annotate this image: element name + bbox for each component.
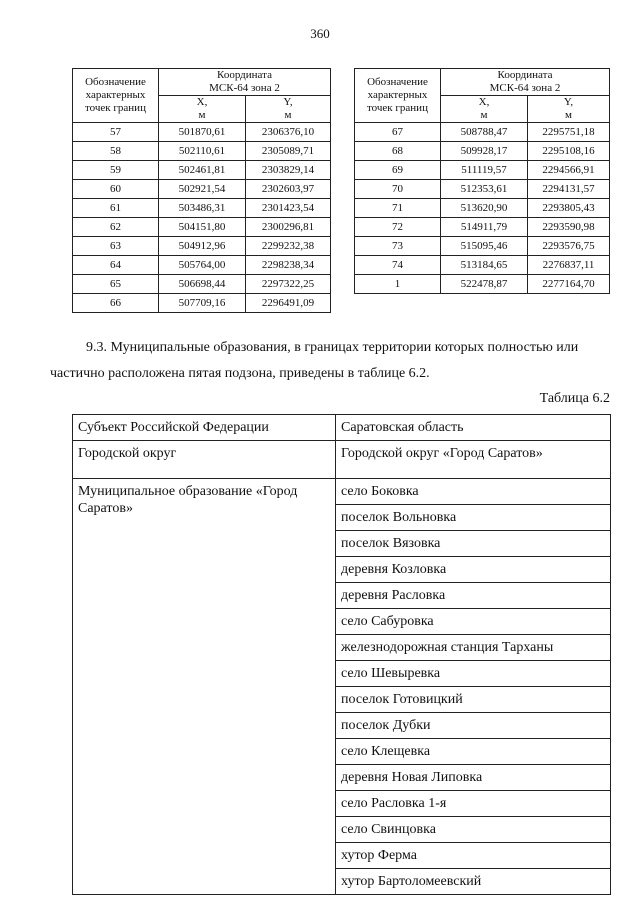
- x-value: 502461,81: [159, 161, 246, 180]
- x-value: 514911,79: [441, 218, 528, 237]
- point-number: 64: [73, 256, 159, 275]
- point-number: 67: [355, 123, 441, 142]
- y-label: Y,: [283, 96, 293, 108]
- settlement-name: село Сабуровка: [336, 609, 611, 635]
- coordinates-table-right: [354, 68, 610, 294]
- table-row: [355, 180, 610, 199]
- coordinate-system: МСК-64 зона 2: [209, 82, 280, 94]
- table-row: [73, 479, 611, 505]
- y-value: 2305089,71: [246, 142, 331, 161]
- point-number: 57: [73, 123, 159, 142]
- table-caption: Таблица 6.2: [539, 391, 610, 406]
- x-value: 511119,57: [441, 161, 528, 180]
- point-number: 60: [73, 180, 159, 199]
- y-value: 2295751,18: [528, 123, 610, 142]
- table-row: [355, 123, 610, 142]
- table-row: [73, 218, 331, 237]
- x-value: 513620,90: [441, 199, 528, 218]
- y-header: [528, 96, 610, 123]
- settlement-name: село Клещевка: [336, 739, 611, 765]
- x-value: 507709,16: [159, 294, 246, 313]
- table-row: [73, 256, 331, 275]
- y-value: 2276837,11: [528, 256, 610, 275]
- point-number: 66: [73, 294, 159, 313]
- y-value: 2293576,75: [528, 237, 610, 256]
- x-label: X,: [478, 96, 490, 108]
- y-value: 2303829,14: [246, 161, 331, 180]
- settlement-name: хутор Бартоломеевский: [336, 869, 611, 895]
- paragraph-line-2: частично расположена пятая подзона, приведены в таблице 6.2.: [50, 366, 430, 381]
- table-row: [73, 275, 331, 294]
- table-row: [73, 199, 331, 218]
- settlement-name: поселок Готовицкий: [336, 687, 611, 713]
- y-label: Y,: [563, 96, 574, 108]
- table-row: [73, 142, 331, 161]
- points-header: Обозначение характерных точек границ: [73, 69, 159, 123]
- point-number: 71: [355, 199, 441, 218]
- point-number: 1: [355, 275, 441, 294]
- y-value: 2293590,98: [528, 218, 610, 237]
- point-number: 65: [73, 275, 159, 294]
- table-row: [73, 180, 331, 199]
- municipal-table: [72, 414, 611, 895]
- y-value: 2294131,57: [528, 180, 610, 199]
- settlement-name: поселок Вязовка: [336, 531, 611, 557]
- settlement-name: село Шевыревка: [336, 661, 611, 687]
- coordinate-header: [159, 69, 331, 96]
- x-value: 504912,96: [159, 237, 246, 256]
- y-unit: м: [565, 109, 572, 121]
- settlement-name: деревня Расловка: [336, 583, 611, 609]
- point-number: 62: [73, 218, 159, 237]
- settlement-name: село Свинцовка: [336, 817, 611, 843]
- point-number: 70: [355, 180, 441, 199]
- paragraph-line-1: 9.3. Муниципальные образования, в границах территории которых полностью или: [86, 340, 579, 355]
- x-value: 515095,46: [441, 237, 528, 256]
- y-value: 2301423,54: [246, 199, 331, 218]
- table-row: [73, 161, 331, 180]
- table-row: [355, 256, 610, 275]
- point-number: 73: [355, 237, 441, 256]
- municipality-label: Муниципальное образование «Город Саратов»: [73, 479, 336, 895]
- settlement-name: поселок Дубки: [336, 713, 611, 739]
- y-value: 2306376,10: [246, 123, 331, 142]
- settlement-name: хутор Ферма: [336, 843, 611, 869]
- x-value: 502110,61: [159, 142, 246, 161]
- x-value: 509928,17: [441, 142, 528, 161]
- table-row: [355, 199, 610, 218]
- x-value: 513184,65: [441, 256, 528, 275]
- subject-value: Саратовская область: [336, 415, 611, 441]
- x-unit: м: [480, 109, 488, 121]
- x-label: X,: [196, 96, 208, 108]
- x-value: 522478,87: [441, 275, 528, 294]
- table-row: [355, 218, 610, 237]
- page-number: 360: [310, 26, 330, 41]
- points-header: Обозначение характерных точек границ: [355, 69, 441, 123]
- table-row: [355, 161, 610, 180]
- table-row: [73, 415, 611, 441]
- x-header: [159, 96, 246, 123]
- settlement-name: деревня Козловка: [336, 557, 611, 583]
- x-value: 506698,44: [159, 275, 246, 294]
- x-value: 508788,47: [441, 123, 528, 142]
- table-row: [73, 237, 331, 256]
- point-number: 72: [355, 218, 441, 237]
- x-value: 512353,61: [441, 180, 528, 199]
- settlement-name: поселок Вольновка: [336, 505, 611, 531]
- table-row: [355, 237, 610, 256]
- x-value: 502921,54: [159, 180, 246, 199]
- point-number: 68: [355, 142, 441, 161]
- table-row: [73, 123, 331, 142]
- x-value: 501870,61: [159, 123, 246, 142]
- point-number: 63: [73, 237, 159, 256]
- y-value: 2297322,25: [246, 275, 331, 294]
- district-label: Городской округ: [73, 441, 336, 479]
- x-unit: м: [198, 109, 206, 121]
- x-value: 504151,80: [159, 218, 246, 237]
- coordinate-title: Координата: [217, 69, 272, 81]
- coordinate-title: Координата: [497, 69, 553, 81]
- coordinates-table-left: [72, 68, 331, 313]
- settlement-name: село Расловка 1-я: [336, 791, 611, 817]
- table-row: [355, 142, 610, 161]
- y-value: 2296491,09: [246, 294, 331, 313]
- settlement-name: железнодорожная станция Тарханы: [336, 635, 611, 661]
- subject-label: Субъект Российской Федерации: [73, 415, 336, 441]
- y-value: 2302603,97: [246, 180, 331, 199]
- table-row: [73, 294, 331, 313]
- point-number: 58: [73, 142, 159, 161]
- y-unit: м: [284, 109, 292, 121]
- y-header: [246, 96, 331, 123]
- point-number: 69: [355, 161, 441, 180]
- y-value: 2295108,16: [528, 142, 610, 161]
- y-value: 2299232,38: [246, 237, 331, 256]
- point-number: 59: [73, 161, 159, 180]
- x-value: 503486,31: [159, 199, 246, 218]
- y-value: 2277164,70: [528, 275, 610, 294]
- point-number: 61: [73, 199, 159, 218]
- settlement-name: деревня Новая Липовка: [336, 765, 611, 791]
- x-value: 505764,00: [159, 256, 246, 275]
- settlement-name: село Боковка: [336, 479, 611, 505]
- coordinate-header: [441, 69, 610, 96]
- y-value: 2300296,81: [246, 218, 331, 237]
- coordinate-system: МСК-64 зона 2: [489, 82, 561, 94]
- table-row: [73, 441, 611, 479]
- district-value: Городской округ «Город Саратов»: [336, 441, 611, 479]
- table-row: [355, 275, 610, 294]
- y-value: 2293805,43: [528, 199, 610, 218]
- y-value: 2298238,34: [246, 256, 331, 275]
- x-header: [441, 96, 528, 123]
- y-value: 2294566,91: [528, 161, 610, 180]
- point-number: 74: [355, 256, 441, 275]
